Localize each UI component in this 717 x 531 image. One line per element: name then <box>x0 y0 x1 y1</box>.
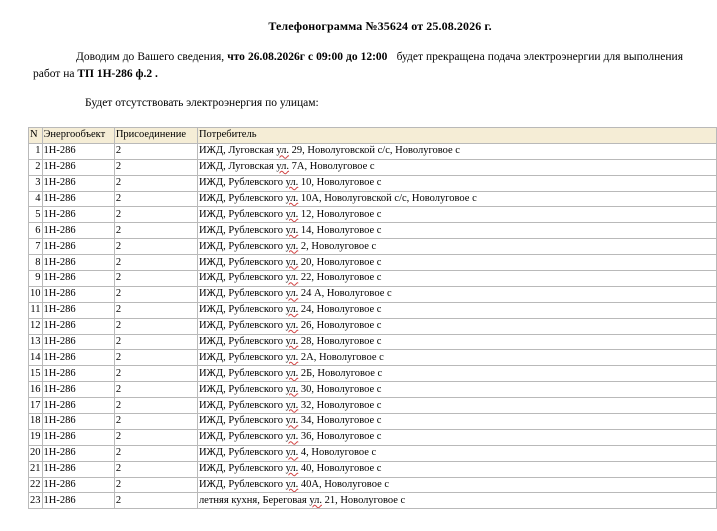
row-energy-object: 1Н-286 <box>42 382 114 398</box>
row-number: 16 <box>29 382 43 398</box>
street-abbrev: ул. <box>285 320 299 332</box>
consumer-text-start: ИЖД, Рублевского <box>198 224 286 236</box>
consumer-text-start: ИЖД, Рублевского <box>198 415 286 427</box>
table-row <box>29 143 717 159</box>
header-connection: Присоединение <box>114 128 197 144</box>
consumer-text-end: 22, Новолуговое с <box>298 272 382 284</box>
consumer-text-end: 40А, Новолуговое с <box>298 479 390 491</box>
consumer-text-start: ИЖД, Рублевского <box>198 447 286 459</box>
streets-caption: Будет отсутствовать электроэнергия по улицам: <box>85 97 319 109</box>
table-row <box>29 382 717 398</box>
consumer-text-start: ИЖД, Рублевского <box>198 304 286 316</box>
row-energy-object: 1Н-286 <box>42 493 114 509</box>
row-connection: 2 <box>114 207 197 223</box>
row-consumer <box>197 255 716 271</box>
row-energy-object: 1Н-286 <box>42 461 114 477</box>
consumer-text-start: ИЖД, Рублевского <box>198 463 286 475</box>
header-number: N <box>29 128 43 144</box>
row-energy-object: 1Н-286 <box>42 334 114 350</box>
consumer-text-end: 34, Новолуговое с <box>298 415 382 427</box>
street-abbrev: ул. <box>285 177 299 189</box>
consumer-text-end: 14, Новолуговое с <box>298 224 382 236</box>
street-abbrev: ул. <box>276 161 290 173</box>
row-connection: 2 <box>114 461 197 477</box>
row-connection: 2 <box>114 445 197 461</box>
row-energy-object: 1Н-286 <box>42 159 114 175</box>
consumer-text-end: 24, Новолуговое с <box>298 304 382 316</box>
table-row <box>29 286 717 302</box>
street-abbrev: ул. <box>285 479 299 491</box>
street-abbrev: ул. <box>285 463 299 475</box>
consumer-text-end: 20, Новолуговое с <box>298 256 382 268</box>
consumer-text-end: 29, Новолуговской с/с, Новолуговое с <box>289 145 460 157</box>
row-number: 14 <box>29 350 43 366</box>
consumer-text-start: ИЖД, Рублевского <box>198 272 286 284</box>
row-energy-object: 1Н-286 <box>42 175 114 191</box>
row-number: 7 <box>29 239 43 255</box>
row-number: 10 <box>29 286 43 302</box>
consumer-text-end: 30, Новолуговое с <box>298 383 382 395</box>
row-energy-object: 1Н-286 <box>42 477 114 493</box>
row-number: 18 <box>29 414 43 430</box>
table-header-row <box>29 128 717 144</box>
row-energy-object: 1Н-286 <box>42 239 114 255</box>
row-number: 6 <box>29 223 43 239</box>
consumer-text-start: ИЖД, Рублевского <box>198 240 286 252</box>
row-connection: 2 <box>114 143 197 159</box>
document-title: Телефонограмма №35624 от 25.08.2026 г. <box>268 19 492 33</box>
row-consumer <box>197 191 716 207</box>
header-consumer: Потребитель <box>197 128 716 144</box>
row-consumer <box>197 461 716 477</box>
row-energy-object: 1Н-286 <box>42 286 114 302</box>
row-connection: 2 <box>114 398 197 414</box>
consumer-text-start: ИЖД, Рублевского <box>198 351 286 363</box>
consumer-text-end: 10А, Новолуговской с/с, Новолуговое с <box>298 193 477 204</box>
consumer-text-end: 32, Новолуговое с <box>298 399 382 411</box>
table-row <box>29 334 717 350</box>
street-abbrev: ул. <box>309 494 322 506</box>
street-abbrev: ул. <box>285 288 299 300</box>
row-number: 3 <box>29 175 43 191</box>
street-abbrev: ул. <box>285 431 299 443</box>
row-consumer <box>197 239 716 255</box>
row-consumer <box>197 286 716 302</box>
notice-date-time: что 26.08.2026г с 09:00 до 12:00 <box>227 51 388 63</box>
row-connection: 2 <box>114 334 197 350</box>
row-connection: 2 <box>114 477 197 493</box>
row-connection: 2 <box>114 414 197 430</box>
row-number: 15 <box>29 366 43 382</box>
street-abbrev: ул. <box>285 256 299 268</box>
row-connection: 2 <box>114 366 197 382</box>
consumer-text-end: 40, Новолуговое с <box>298 463 382 475</box>
row-energy-object: 1Н-286 <box>42 223 114 239</box>
row-connection: 2 <box>114 175 197 191</box>
row-connection: 2 <box>114 255 197 271</box>
consumer-text-start: летняя кухня, Береговая <box>198 494 310 506</box>
row-energy-object: 1Н-286 <box>42 191 114 207</box>
consumer-text-end: 4, Новолуговое с <box>298 447 377 459</box>
row-energy-object: 1Н-286 <box>42 255 114 271</box>
row-number: 22 <box>29 477 43 493</box>
table-row <box>29 239 717 255</box>
row-connection: 2 <box>114 191 197 207</box>
row-energy-object: 1Н-286 <box>42 318 114 334</box>
row-number: 21 <box>29 461 43 477</box>
table-row <box>29 255 717 271</box>
consumer-text-end: 36, Новолуговое с <box>298 431 382 443</box>
street-abbrev: ул. <box>276 145 290 157</box>
row-number: 4 <box>29 191 43 207</box>
consumer-text-start: ИЖД, Рублевского <box>198 208 286 220</box>
table-row <box>29 318 717 334</box>
row-number: 1 <box>29 143 43 159</box>
street-abbrev: ул. <box>285 240 299 252</box>
consumer-text-start: ИЖД, Рублевского <box>198 288 286 300</box>
row-energy-object: 1Н-286 <box>42 143 114 159</box>
street-abbrev: ул. <box>285 383 299 395</box>
row-number: 2 <box>29 159 43 175</box>
consumer-text-end: 12, Новолуговое с <box>298 208 382 220</box>
row-energy-object: 1Н-286 <box>42 302 114 318</box>
row-consumer <box>197 175 716 191</box>
table-row <box>29 429 717 445</box>
street-abbrev: ул. <box>285 193 299 204</box>
consumer-text-start: ИЖД, Рублевского <box>198 479 286 491</box>
consumer-text-end: 28, Новолуговое с <box>298 336 382 348</box>
row-consumer <box>197 207 716 223</box>
row-number: 13 <box>29 334 43 350</box>
consumer-text-end: 7А, Новолуговое с <box>289 161 375 173</box>
row-consumer <box>197 414 716 430</box>
row-consumer <box>197 159 716 175</box>
row-number: 17 <box>29 398 43 414</box>
row-consumer <box>197 271 716 287</box>
table-row <box>29 461 717 477</box>
street-abbrev: ул. <box>285 351 299 363</box>
consumer-text-start: ИЖД, Луговская <box>198 145 277 157</box>
street-abbrev: ул. <box>285 336 299 348</box>
table-row <box>29 366 717 382</box>
table-row <box>29 493 717 509</box>
table-row <box>29 302 717 318</box>
row-number: 9 <box>29 271 43 287</box>
notice-text-middle: будет прекращена подача электроэнергии для выполнения работ на <box>33 51 686 80</box>
row-consumer <box>197 398 716 414</box>
table-row <box>29 398 717 414</box>
row-connection: 2 <box>114 493 197 509</box>
consumer-text-start: ИЖД, Рублевского <box>198 399 286 411</box>
table-row <box>29 175 717 191</box>
consumer-text-start: ИЖД, Рублевского <box>198 383 286 395</box>
consumer-text-end: 2Б, Новолуговое с <box>298 367 383 379</box>
table-row <box>29 350 717 366</box>
row-energy-object: 1Н-286 <box>42 271 114 287</box>
consumer-text-end: 2А, Новолуговое с <box>298 351 384 363</box>
row-energy-object: 1Н-286 <box>42 398 114 414</box>
row-consumer <box>197 366 716 382</box>
consumer-text-start: ИЖД, Рублевского <box>198 431 286 443</box>
street-abbrev: ул. <box>285 367 299 379</box>
row-number: 11 <box>29 302 43 318</box>
row-number: 12 <box>29 318 43 334</box>
consumer-text-end: 21, Новолуговое с <box>321 494 406 506</box>
row-number: 19 <box>29 429 43 445</box>
row-consumer <box>197 429 716 445</box>
row-consumer <box>197 302 716 318</box>
row-connection: 2 <box>114 223 197 239</box>
consumer-text-start: ИЖД, Рублевского <box>198 177 286 189</box>
street-abbrev: ул. <box>285 304 299 316</box>
table-row <box>29 477 717 493</box>
street-abbrev: ул. <box>285 447 299 459</box>
row-consumer <box>197 477 716 493</box>
row-energy-object: 1Н-286 <box>42 414 114 430</box>
table-row <box>29 207 717 223</box>
row-consumer <box>197 223 716 239</box>
row-energy-object: 1Н-286 <box>42 366 114 382</box>
row-consumer <box>197 334 716 350</box>
row-number: 20 <box>29 445 43 461</box>
row-consumer <box>197 382 716 398</box>
consumer-text-start: ИЖД, Рублевского <box>198 193 286 204</box>
outage-table <box>28 127 717 509</box>
notice-substation: ТП 1Н-286 ф.2 . <box>77 68 158 80</box>
consumer-text-start: ИЖД, Рублевского <box>198 320 286 332</box>
row-connection: 2 <box>114 318 197 334</box>
row-consumer <box>197 445 716 461</box>
consumer-text-end: 24 А, Новолуговое с <box>298 288 392 300</box>
consumer-text-start: ИЖД, Рублевского <box>198 367 286 379</box>
row-consumer <box>197 493 716 509</box>
table-row <box>29 445 717 461</box>
row-connection: 2 <box>114 429 197 445</box>
table-row <box>29 159 717 175</box>
row-connection: 2 <box>114 159 197 175</box>
row-connection: 2 <box>114 239 197 255</box>
street-abbrev: ул. <box>285 208 299 220</box>
row-number: 23 <box>29 493 43 509</box>
street-abbrev: ул. <box>285 415 299 427</box>
row-consumer <box>197 318 716 334</box>
table-row <box>29 223 717 239</box>
row-energy-object: 1Н-286 <box>42 445 114 461</box>
row-consumer <box>197 143 716 159</box>
table-row <box>29 414 717 430</box>
consumer-text-start: ИЖД, Луговская <box>198 161 277 173</box>
row-energy-object: 1Н-286 <box>42 207 114 223</box>
row-connection: 2 <box>114 271 197 287</box>
street-abbrev: ул. <box>285 224 299 236</box>
header-energy-object: Энергообъект <box>42 128 114 144</box>
consumer-text-end: 10, Новолуговое с <box>298 177 382 189</box>
street-abbrev: ул. <box>285 399 299 411</box>
consumer-text-start: ИЖД, Рублевского <box>198 336 286 348</box>
table-row <box>29 271 717 287</box>
table-row <box>29 191 717 207</box>
row-connection: 2 <box>114 382 197 398</box>
row-number: 8 <box>29 255 43 271</box>
row-consumer <box>197 350 716 366</box>
row-number: 5 <box>29 207 43 223</box>
notice-text-start: Доводим до Вашего сведения, <box>76 51 228 63</box>
row-energy-object: 1Н-286 <box>42 350 114 366</box>
row-connection: 2 <box>114 350 197 366</box>
consumer-text-end: 26, Новолуговое с <box>298 320 382 332</box>
consumer-text-start: ИЖД, Рублевского <box>198 256 286 268</box>
street-abbrev: ул. <box>285 272 299 284</box>
notice-paragraph <box>33 49 686 83</box>
row-connection: 2 <box>114 286 197 302</box>
row-connection: 2 <box>114 302 197 318</box>
consumer-text-end: 2, Новолуговое с <box>298 240 377 252</box>
row-energy-object: 1Н-286 <box>42 429 114 445</box>
